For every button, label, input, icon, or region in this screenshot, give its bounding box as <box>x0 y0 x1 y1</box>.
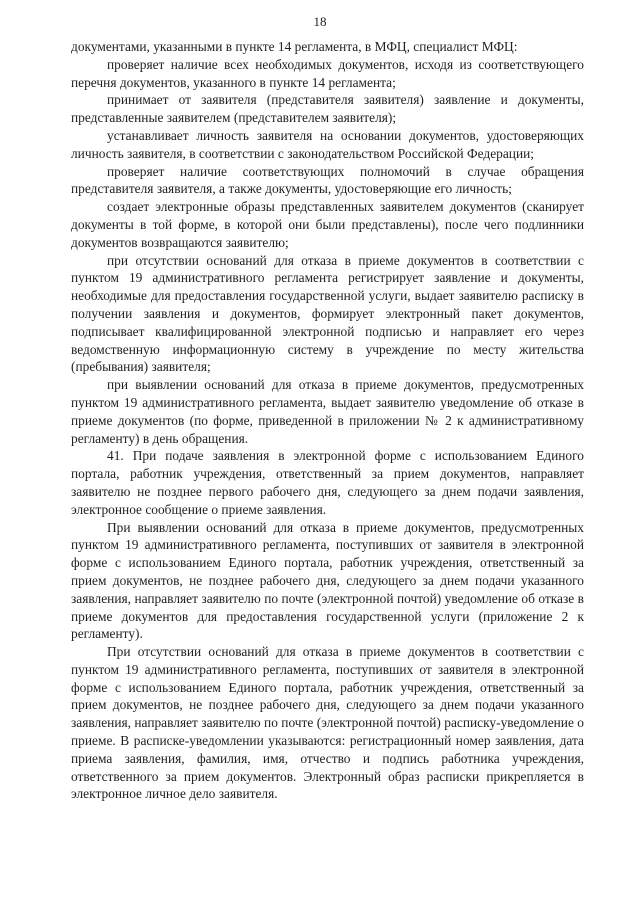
paragraph: при выявлении оснований для отказа в приеме документов, предусмотренных пунктом 19 административного регламента, выдает заявителю уведомление об отказе в приеме документов (по форме, приведенной в приложении № 2 к административному регламенту) в день обращения. <box>71 377 584 446</box>
document-body <box>71 38 584 803</box>
page-number: 18 <box>313 14 327 29</box>
paragraph: при отсутствии оснований для отказа в приеме документов в соответствии с пунктом 19 административного регламента регистрирует заявление и документы, необходимые для предоставления государственной услуги, выдает заявителю расписку в получении заявления и документов, формирует электронный пакет документов, подписывает квалифицированной электронной подписью и направляет его через ведомственную информационную систему в учреждение по месту жительства (пребывания) заявителя; <box>71 252 584 375</box>
paragraph: проверяет наличие всех необходимых документов, исходя из соответствующего перечня документов, указанного в пункте 14 регламента; <box>71 56 584 90</box>
paragraph: проверяет наличие соответствующих полномочий в случае обращения представителя заявителя, а также документы, удостоверяющие его личность; <box>71 163 584 197</box>
paragraph: устанавливает личность заявителя на основании документов, удостоверяющих личность заявителя, в соответствии с законодательством Российской Федерации; <box>71 127 584 161</box>
paragraph: При отсутствии оснований для отказа в приеме документов в соответствии с пунктом 19 административного регламента, поступивших от заявителя в электронной форме с использованием Единого портала, работник учреждения, ответственный за прием документов, не позднее рабочего дня, следующего за днем подачи указанного заявления, направляет заявителю по почте (электронной почтой) расписку-уведомление о приеме. В расписке-уведомлении указываются: регистрационный номер заявления, дата приема заявления, фамилия, имя, отчество и подпись работника учреждения, ответственного за прием документов. Электронный образ расписки прикрепляется в электронное личное дело заявителя. <box>71 644 584 802</box>
paragraph: принимает от заявителя (представителя заявителя) заявление и документы, представленные заявителем (представителем заявителя); <box>71 92 584 126</box>
paragraph: создает электронные образы представленных заявителем документов (сканирует документы в той форме, в которой они были представлены), после чего подлинники документов возвращаются заявителю; <box>71 199 584 250</box>
paragraph: документами, указанными в пункте 14 регламента, в МФЦ, специалист МФЦ: <box>71 39 518 54</box>
paragraph: При выявлении оснований для отказа в приеме документов, предусмотренных пунктом 19 административного регламента, поступивших от заявителя в электронной форме с использованием Единого портала, работник учреждения, ответственный за прием документов, не позднее рабочего дня, следующего за днем подачи указанного заявления, направляет заявителю по почте (электронной почтой) уведомление об отказе в приеме документов для предоставления государственной услуги (приложение 2 к регламенту). <box>71 519 584 642</box>
paragraph: 41. При подаче заявления в электронной форме с использованием Единого портала, работник учреждения, ответственный за прием документов, направляет заявителю не позднее первого рабочего дня, следующего за днем подачи заявления, электронное сообщение о приеме заявления. <box>71 448 584 517</box>
